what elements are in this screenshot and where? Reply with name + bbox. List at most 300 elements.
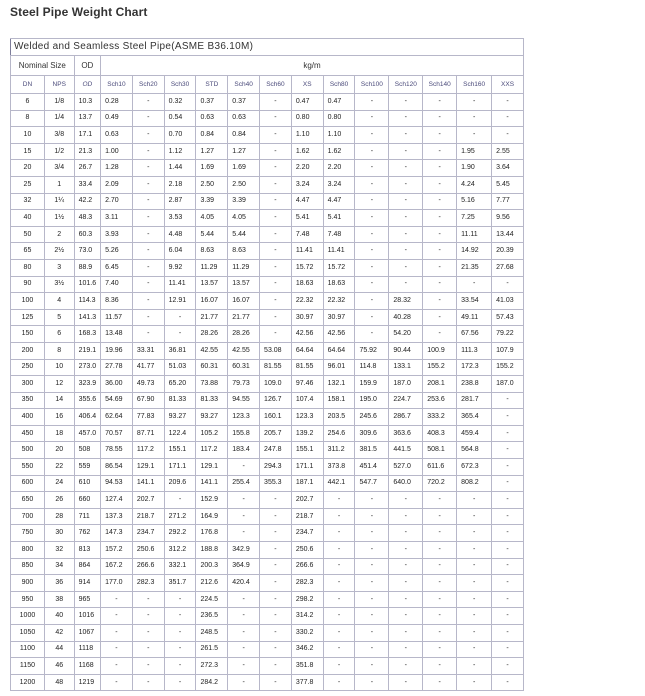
table-cell: 183.4	[228, 442, 260, 459]
table-cell: -	[423, 508, 457, 525]
table-cell: -	[260, 160, 292, 177]
table-cell: 155.1	[164, 442, 196, 459]
table-cell: 600	[11, 475, 45, 492]
table-cell: 24	[44, 475, 74, 492]
table-cell: 610	[74, 475, 100, 492]
table-cell: 53.08	[260, 342, 292, 359]
table-cell: 155.2	[492, 359, 524, 376]
table-cell: 12.91	[164, 293, 196, 310]
table-cell: 141.3	[74, 309, 100, 326]
table-cell: 1.69	[228, 160, 260, 177]
table-cell: -	[355, 276, 389, 293]
table-cell: 4.24	[457, 176, 492, 193]
table-cell: 1.27	[228, 143, 260, 160]
table-row	[11, 226, 524, 243]
table-cell: 28.26	[228, 326, 260, 343]
table-cell: -	[423, 176, 457, 193]
table-cell: -	[457, 127, 492, 144]
table-cell: -	[457, 558, 492, 575]
table-cell: -	[457, 591, 492, 608]
table-cell: 500	[11, 442, 45, 459]
table-cell: -	[389, 525, 423, 542]
table-cell: -	[355, 608, 389, 625]
table-cell: -	[423, 293, 457, 310]
table-row	[11, 342, 524, 359]
table-cell: 11.41	[291, 243, 323, 260]
table-cell: 250.6	[291, 542, 323, 559]
table-cell: 0.37	[228, 94, 260, 111]
table-cell: -	[101, 674, 133, 691]
table-cell: 28.26	[196, 326, 228, 343]
table-cell: -	[492, 658, 524, 675]
table-cell: 30.97	[291, 309, 323, 326]
table-cell: 351.7	[164, 575, 196, 592]
table-cell: 420.4	[228, 575, 260, 592]
table-cell: -	[389, 674, 423, 691]
table-cell: -	[132, 176, 164, 193]
table-cell: -	[355, 293, 389, 310]
table-cell: -	[260, 193, 292, 210]
table-cell: -	[260, 110, 292, 127]
table-cell: 41.03	[492, 293, 524, 310]
table-cell: -	[260, 326, 292, 343]
table-cell: 3.11	[101, 210, 133, 227]
table-cell: 48.3	[74, 210, 100, 227]
table-cell: 172.3	[457, 359, 492, 376]
table-cell: 247.8	[260, 442, 292, 459]
table-cell: 2.09	[101, 176, 133, 193]
table-cell: -	[260, 127, 292, 144]
table-cell: 171.1	[164, 459, 196, 476]
table-cell: -	[132, 226, 164, 243]
table-cell: -	[389, 210, 423, 227]
table-cell: -	[423, 641, 457, 658]
table-cell: 355.6	[74, 392, 100, 409]
table-cell: 10	[44, 359, 74, 376]
table-cell: -	[389, 94, 423, 111]
table-row	[11, 674, 524, 691]
table-cell: 33.4	[74, 176, 100, 193]
table-cell: 19.96	[101, 342, 133, 359]
table-cell: -	[389, 558, 423, 575]
table-cell: 0.28	[101, 94, 133, 111]
table-cell: -	[228, 459, 260, 476]
table-cell: 209.6	[164, 475, 196, 492]
table-cell: -	[164, 674, 196, 691]
table-cell: -	[260, 243, 292, 260]
table-cell: 123.3	[228, 409, 260, 426]
table-cell: 3.24	[323, 176, 355, 193]
table-cell: -	[355, 176, 389, 193]
table-cell: 8.36	[101, 293, 133, 310]
table-cell: -	[389, 259, 423, 276]
table-cell: 141.1	[196, 475, 228, 492]
table-cell: -	[389, 110, 423, 127]
table-cell: 1168	[74, 658, 100, 675]
table-cell: -	[323, 641, 355, 658]
table-cell: 40.28	[389, 309, 423, 326]
column-header: Sch120	[389, 76, 423, 94]
table-cell: -	[260, 641, 292, 658]
table-cell: 101.6	[74, 276, 100, 293]
table-cell: -	[132, 127, 164, 144]
table-cell: -	[132, 326, 164, 343]
table-cell: 94.55	[228, 392, 260, 409]
table-cell: 1.28	[101, 160, 133, 177]
table-cell: 2½	[44, 243, 74, 260]
table-cell: -	[260, 508, 292, 525]
table-cell: 73.88	[196, 376, 228, 393]
table-cell: 203.5	[323, 409, 355, 426]
table-row	[11, 143, 524, 160]
table-cell: -	[457, 658, 492, 675]
table-cell: -	[260, 94, 292, 111]
table-cell: -	[132, 110, 164, 127]
table-row	[11, 193, 524, 210]
table-cell: 11.41	[164, 276, 196, 293]
table-cell: 57.43	[492, 309, 524, 326]
table-row	[11, 409, 524, 426]
table-cell: -	[101, 658, 133, 675]
table-cell: 111.3	[457, 342, 492, 359]
table-cell: 1.69	[196, 160, 228, 177]
table-cell: 36.81	[164, 342, 196, 359]
table-cell: 42.55	[228, 342, 260, 359]
table-cell: 20	[11, 160, 45, 177]
table-cell: 0.32	[164, 94, 196, 111]
table-cell: 255.4	[228, 475, 260, 492]
table-cell: -	[355, 326, 389, 343]
table-cell: -	[132, 210, 164, 227]
table-cell: 0.84	[196, 127, 228, 144]
table-cell: 219.1	[74, 342, 100, 359]
table-cell: 6.04	[164, 243, 196, 260]
table-cell: 234.7	[132, 525, 164, 542]
table-row	[11, 591, 524, 608]
table-cell: -	[323, 591, 355, 608]
table-cell: 660	[74, 492, 100, 509]
table-row	[11, 210, 524, 227]
table-cell: 2.20	[323, 160, 355, 177]
table-cell: 0.84	[228, 127, 260, 144]
table-row	[11, 641, 524, 658]
table-cell: -	[492, 475, 524, 492]
table-cell: -	[423, 525, 457, 542]
table-cell: -	[389, 591, 423, 608]
table-cell: 155.2	[423, 359, 457, 376]
table-cell: 271.2	[164, 508, 196, 525]
table-cell: 4.05	[228, 210, 260, 227]
table-cell: 2.20	[291, 160, 323, 177]
table-cell: -	[132, 309, 164, 326]
table-cell: 54.69	[101, 392, 133, 409]
table-cell: 273.0	[74, 359, 100, 376]
table-cell: 16	[44, 409, 74, 426]
table-cell: -	[423, 193, 457, 210]
table-cell: 224.7	[389, 392, 423, 409]
table-cell: 0.80	[323, 110, 355, 127]
table-cell: 80	[11, 259, 45, 276]
table-cell: 0.47	[291, 94, 323, 111]
table-cell: -	[423, 243, 457, 260]
table-cell: 4	[44, 293, 74, 310]
table-cell: 355.3	[260, 475, 292, 492]
table-cell: 40	[44, 608, 74, 625]
table-cell: 7.77	[492, 193, 524, 210]
table-cell: 14.92	[457, 243, 492, 260]
table-cell: -	[164, 309, 196, 326]
table-cell: 13.44	[492, 226, 524, 243]
table-row	[11, 625, 524, 642]
table-cell: 107.4	[291, 392, 323, 409]
table-cell: 330.2	[291, 625, 323, 642]
table-cell: 813	[74, 542, 100, 559]
table-cell: 332.1	[164, 558, 196, 575]
table-cell: 459.4	[457, 425, 492, 442]
table-cell: -	[132, 193, 164, 210]
table-cell: -	[492, 276, 524, 293]
table-cell: 18.63	[291, 276, 323, 293]
table-row	[11, 459, 524, 476]
table-cell: 188.8	[196, 542, 228, 559]
table-cell: -	[423, 210, 457, 227]
table-cell: 3.24	[291, 176, 323, 193]
table-cell: 965	[74, 591, 100, 608]
table-cell: -	[492, 127, 524, 144]
table-cell: 1118	[74, 641, 100, 658]
table-cell: 1016	[74, 608, 100, 625]
table-cell: 442.1	[323, 475, 355, 492]
table-cell: -	[492, 625, 524, 642]
table-cell: -	[389, 127, 423, 144]
table-cell: -	[132, 160, 164, 177]
table-cell: 1.10	[323, 127, 355, 144]
table-cell: -	[260, 259, 292, 276]
table-cell: 5.16	[457, 193, 492, 210]
table-cell: -	[423, 143, 457, 160]
table-cell: 1	[44, 176, 74, 193]
table-cell: 3/4	[44, 160, 74, 177]
table-cell: 22	[44, 459, 74, 476]
table-cell: 187.0	[389, 376, 423, 393]
table-cell: -	[423, 127, 457, 144]
table-cell: 5.44	[196, 226, 228, 243]
column-header: Sch140	[423, 76, 457, 94]
table-cell: 81.55	[260, 359, 292, 376]
table-cell: -	[323, 575, 355, 592]
table-cell: 22.32	[291, 293, 323, 310]
table-cell: 54.20	[389, 326, 423, 343]
table-cell: 5.26	[101, 243, 133, 260]
table-cell: -	[132, 625, 164, 642]
table-cell: 13.48	[101, 326, 133, 343]
table-cell: 158.1	[323, 392, 355, 409]
table-cell: 21.77	[228, 309, 260, 326]
table-cell: -	[457, 641, 492, 658]
table-cell: 6.45	[101, 259, 133, 276]
table-cell: -	[260, 276, 292, 293]
table-row	[11, 575, 524, 592]
table-cell: -	[492, 608, 524, 625]
nominal-size-header: Nominal Size	[11, 56, 75, 76]
table-cell: 266.6	[132, 558, 164, 575]
table-cell: -	[355, 259, 389, 276]
table-cell: -	[260, 525, 292, 542]
table-cell: -	[228, 591, 260, 608]
table-cell: 17.1	[74, 127, 100, 144]
table-cell: 212.6	[196, 575, 228, 592]
table-row	[11, 508, 524, 525]
table-cell: 4.47	[323, 193, 355, 210]
column-header: NPS	[44, 76, 74, 94]
table-cell: -	[164, 492, 196, 509]
table-cell: 254.6	[323, 425, 355, 442]
table-cell: 5.45	[492, 176, 524, 193]
table-cell: 700	[11, 508, 45, 525]
table-cell: 2.87	[164, 193, 196, 210]
table-cell: 5.41	[323, 210, 355, 227]
page-title: Steel Pipe Weight Chart	[10, 5, 148, 19]
pipe-weight-chart	[10, 38, 524, 691]
table-cell: 195.0	[355, 392, 389, 409]
table-cell: -	[355, 226, 389, 243]
table-cell: 7.48	[291, 226, 323, 243]
table-cell: 272.3	[196, 658, 228, 675]
table-cell: -	[457, 525, 492, 542]
table-cell: -	[492, 409, 524, 426]
table-cell: -	[164, 608, 196, 625]
table-cell: -	[164, 326, 196, 343]
table-cell: 21.3	[74, 143, 100, 160]
table-cell: 1.62	[291, 143, 323, 160]
table-cell: -	[457, 608, 492, 625]
table-cell: 9.92	[164, 259, 196, 276]
table-cell: 126.7	[260, 392, 292, 409]
table-cell: -	[492, 641, 524, 658]
table-cell: 508.1	[423, 442, 457, 459]
table-cell: 0.49	[101, 110, 133, 127]
table-cell: -	[457, 94, 492, 111]
table-cell: 41.77	[132, 359, 164, 376]
table-cell: 79.73	[228, 376, 260, 393]
table-cell: 109.0	[260, 376, 292, 393]
table-cell: -	[228, 525, 260, 542]
column-header: Sch10	[101, 76, 133, 94]
table-cell: -	[132, 243, 164, 260]
table-cell: 132.1	[323, 376, 355, 393]
table-cell: -	[492, 674, 524, 691]
table-cell: 60.3	[74, 226, 100, 243]
table-cell: 49.11	[457, 309, 492, 326]
table-cell: 187.0	[492, 376, 524, 393]
table-cell: 11.29	[196, 259, 228, 276]
table-cell: 2	[44, 226, 74, 243]
table-cell: 377.8	[291, 674, 323, 691]
table-cell: -	[423, 575, 457, 592]
table-cell: -	[323, 525, 355, 542]
table-cell: 27.68	[492, 259, 524, 276]
table-cell: -	[260, 293, 292, 310]
table-cell: 250.6	[132, 542, 164, 559]
table-cell: 224.5	[196, 591, 228, 608]
table-cell: 129.1	[132, 459, 164, 476]
table-cell: -	[389, 226, 423, 243]
table-cell: -	[260, 176, 292, 193]
table-cell: 87.71	[132, 425, 164, 442]
table-cell: -	[423, 160, 457, 177]
table-cell: 218.7	[291, 508, 323, 525]
table-cell: -	[260, 658, 292, 675]
table-cell: 850	[11, 558, 45, 575]
table-cell: 42.55	[196, 342, 228, 359]
table-row	[11, 558, 524, 575]
table-cell: 208.1	[423, 376, 457, 393]
table-cell: 451.4	[355, 459, 389, 476]
table-cell: 381.5	[355, 442, 389, 459]
table-cell: 187.1	[291, 475, 323, 492]
table-cell: -	[492, 492, 524, 509]
table-cell: 8	[11, 110, 45, 127]
table-cell: 200	[11, 342, 45, 359]
table-cell: 406.4	[74, 409, 100, 426]
table-cell: -	[132, 641, 164, 658]
table-cell: -	[355, 674, 389, 691]
table-cell: 3.39	[228, 193, 260, 210]
table-cell: -	[423, 542, 457, 559]
table-cell: 32	[11, 193, 45, 210]
table-cell: 62.64	[101, 409, 133, 426]
table-cell: 400	[11, 409, 45, 426]
table-cell: 22.32	[323, 293, 355, 310]
table-cell: -	[260, 674, 292, 691]
table-cell: 1.95	[457, 143, 492, 160]
table-cell: 32	[44, 542, 74, 559]
table-cell: -	[389, 608, 423, 625]
table-cell: 30.97	[323, 309, 355, 326]
table-cell: -	[355, 243, 389, 260]
table-cell: 1050	[11, 625, 45, 642]
table-cell: 155.8	[228, 425, 260, 442]
table-cell: 346.2	[291, 641, 323, 658]
table-cell: 168.3	[74, 326, 100, 343]
table-cell: 20	[44, 442, 74, 459]
table-cell: 6	[11, 94, 45, 111]
table-cell: 200.3	[196, 558, 228, 575]
table-cell: -	[323, 608, 355, 625]
table-cell: 450	[11, 425, 45, 442]
table-cell: 0.63	[228, 110, 260, 127]
table-cell: 155.1	[291, 442, 323, 459]
table-cell: 127.4	[101, 492, 133, 509]
table-cell: 672.3	[457, 459, 492, 476]
table-cell: -	[492, 575, 524, 592]
table-cell: 93.27	[164, 409, 196, 426]
table-cell: 3.93	[101, 226, 133, 243]
table-cell: 284.2	[196, 674, 228, 691]
table-cell: -	[423, 259, 457, 276]
table-cell: -	[423, 591, 457, 608]
table-cell: 147.3	[101, 525, 133, 542]
table-cell: -	[389, 625, 423, 642]
table-cell: 42.2	[74, 193, 100, 210]
table-cell: -	[389, 243, 423, 260]
column-header: STD	[196, 76, 228, 94]
table-cell: 7.25	[457, 210, 492, 227]
column-header: Sch100	[355, 76, 389, 94]
table-cell: 65.20	[164, 376, 196, 393]
table-cell: -	[323, 558, 355, 575]
table-cell: 1000	[11, 608, 45, 625]
